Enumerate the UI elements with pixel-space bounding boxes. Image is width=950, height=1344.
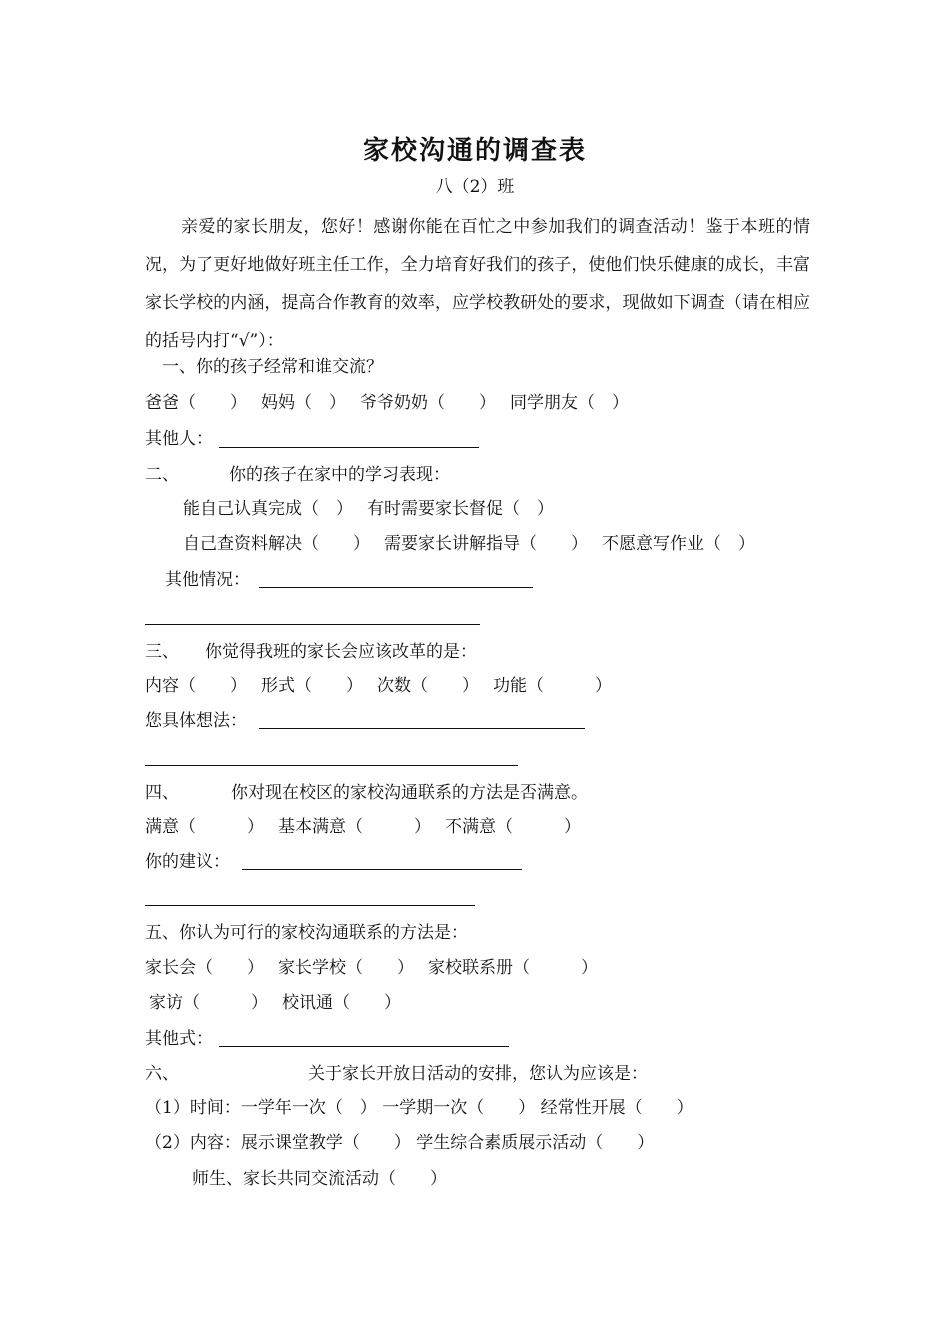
q6-heading: 关于家长开放日活动的安排，您认为应该是： xyxy=(308,1064,648,1084)
q2-option[interactable]: 自己查资料解决（ ） xyxy=(183,534,370,554)
q2-row1 xyxy=(183,498,568,520)
q3-heading: 你觉得我班的家长会应该改革的是： xyxy=(205,642,477,662)
q3-idea-blank[interactable] xyxy=(259,728,585,729)
q6-number: 六、 xyxy=(145,1064,179,1084)
q5-row1 xyxy=(145,957,612,979)
q1-other-blank[interactable] xyxy=(219,447,479,448)
q2-other-blank-2[interactable] xyxy=(145,624,480,625)
q4-suggest-label: 你的建议： xyxy=(145,852,230,872)
q1-other-label: 其他人： xyxy=(145,429,213,449)
q4-options xyxy=(145,816,595,838)
q1-option[interactable]: 爸爸（ ） xyxy=(145,393,247,413)
q3-option[interactable]: 次数（ ） xyxy=(377,676,479,696)
q4-suggest-blank[interactable] xyxy=(242,869,522,870)
q2-other-blank[interactable] xyxy=(259,587,533,588)
q6-content-line[interactable]: （2）内容：展示课堂教学（ ） 学生综合素质展示活动（ ） xyxy=(145,1133,655,1153)
q3-option[interactable]: 形式（ ） xyxy=(261,676,363,696)
q4-heading: 你对现在校区的家校沟通联系的方法是否满意。 xyxy=(231,783,588,803)
q2-number: 二、 xyxy=(145,465,179,485)
q5-option[interactable]: 家长会（ ） xyxy=(145,958,264,978)
q5-option[interactable]: 家长学校（ ） xyxy=(278,958,414,978)
q3-options xyxy=(145,675,626,697)
intro-paragraph: 亲爱的家长朋友，您好！感谢你能在百忙之中参加我们的调查活动！鉴于本班的情况，为了更好地做好班主任工作，全力培育好我们的孩子，使他们快乐健康的成长，丰富家长学校的内涵，提高合作教育的效率，应学校教研处的要求，现做如下调查（请在相应的括号内打“√”）： xyxy=(145,217,810,351)
q5-other-label: 其他式： xyxy=(145,1029,213,1049)
q2-option[interactable]: 不愿意写作业（ ） xyxy=(602,534,755,554)
q2-option[interactable]: 有时需要家长督促（ ） xyxy=(367,499,554,519)
q5-option[interactable]: 家访（ ） xyxy=(149,993,268,1013)
q1-option[interactable]: 妈妈（ ） xyxy=(261,393,346,413)
q2-option[interactable]: 能自己认真完成（ ） xyxy=(183,499,353,519)
q5-row2 xyxy=(149,992,415,1014)
q4-option[interactable]: 不满意（ ） xyxy=(445,817,581,837)
q1-option[interactable]: 爷爷奶奶（ ） xyxy=(360,393,496,413)
q5-heading: 五、你认为可行的家校沟通联系的方法是： xyxy=(145,923,468,943)
q3-idea-label: 您具体想法： xyxy=(145,711,247,731)
q2-heading: 你的孩子在家中的学习表现： xyxy=(229,465,450,485)
q2-row2 xyxy=(183,533,769,555)
q3-option[interactable]: 内容（ ） xyxy=(145,676,247,696)
q5-other-blank[interactable] xyxy=(219,1046,509,1047)
q4-suggest-blank-2[interactable] xyxy=(145,905,475,906)
q5-option[interactable]: 家校联系册（ ） xyxy=(428,958,598,978)
q2-other-label: 其他情况： xyxy=(165,570,250,590)
q3-option[interactable]: 功能（ ） xyxy=(493,676,612,696)
q1-options xyxy=(145,392,643,414)
q2-option[interactable]: 需要家长讲解指导（ ） xyxy=(384,534,588,554)
q4-option[interactable]: 满意（ ） xyxy=(145,817,264,837)
q1-heading: 一、你的孩子经常和谁交流？ xyxy=(162,357,383,377)
q4-option[interactable]: 基本满意（ ） xyxy=(278,817,431,837)
q5-option[interactable]: 校讯通（ ） xyxy=(282,993,401,1013)
q6-content-line-2[interactable]: 师生、家长共同交流活动（ ） xyxy=(192,1169,447,1189)
q3-number: 三、 xyxy=(145,642,179,662)
class-name: 八（2）班 xyxy=(435,177,515,197)
q6-time-line[interactable]: （1）时间：一学年一次（ ） 一学期一次（ ） 经常性开展（ ） xyxy=(145,1098,694,1118)
q4-number: 四、 xyxy=(145,783,179,803)
q1-option[interactable]: 同学朋友（ ） xyxy=(510,393,629,413)
page-title: 家校沟通的调查表 xyxy=(362,136,587,166)
q3-idea-blank-2[interactable] xyxy=(145,765,518,766)
